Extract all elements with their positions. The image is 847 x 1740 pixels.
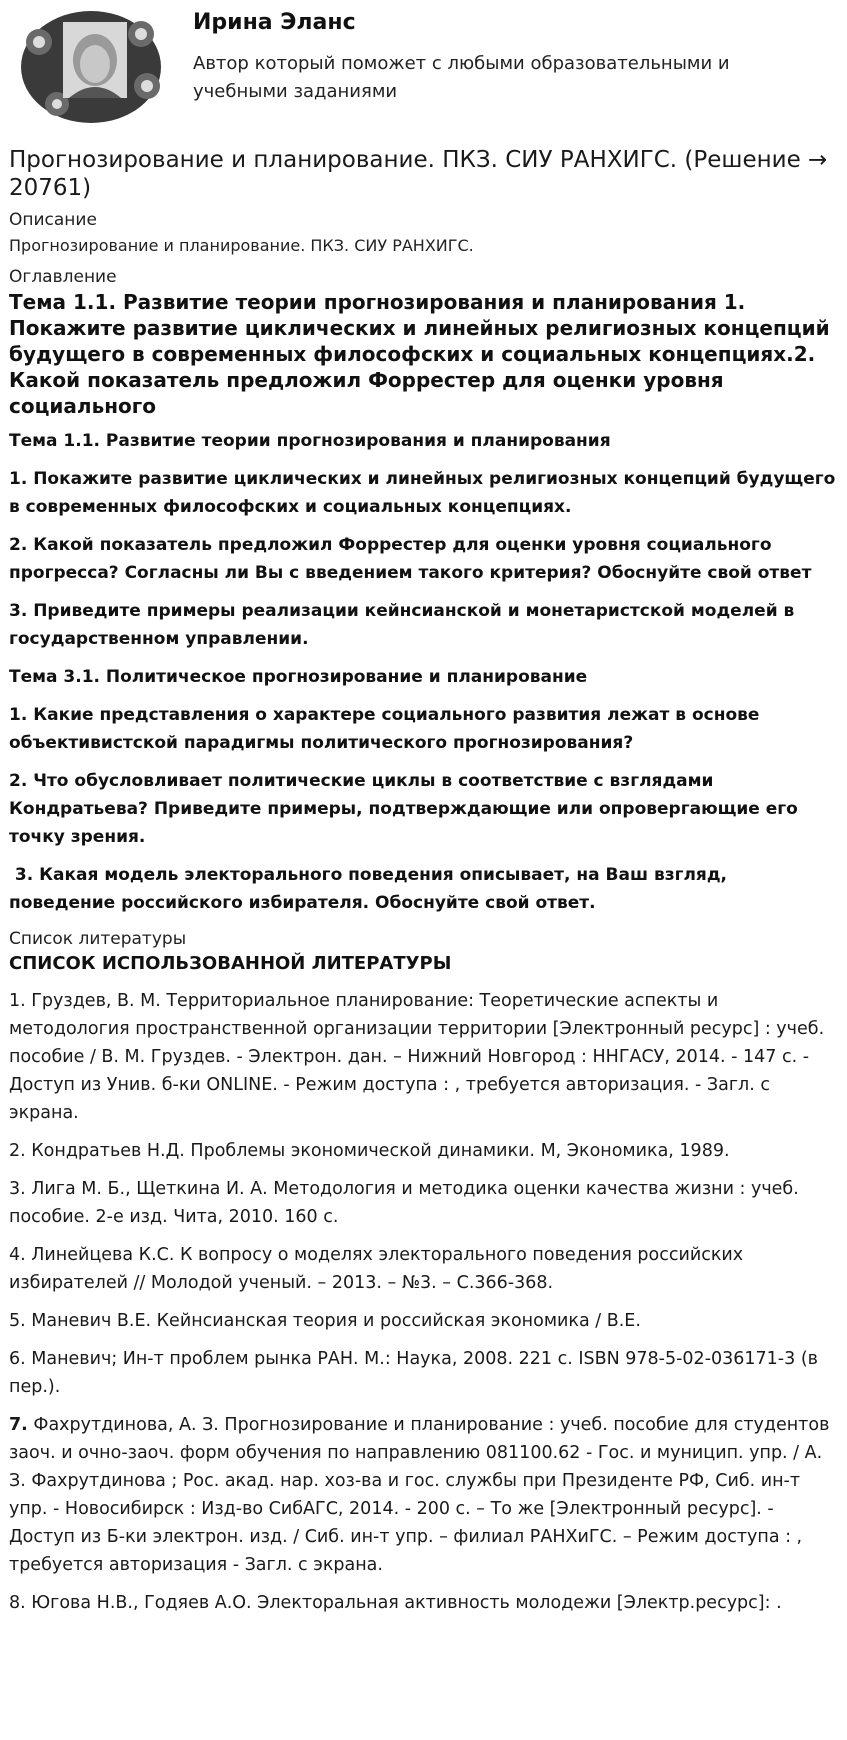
reference-item: 8. Югова Н.В., Годяев А.О. Электоральная активность молодежи [Электр.ресурс]: . [9, 1593, 782, 1613]
author-name[interactable]: Ирина Эланс [193, 10, 356, 35]
reference-item: 2. Кондратьев Н.Д. Проблемы экономической динамики. М, Экономика, 1989. [9, 1141, 730, 1161]
description-text: Прогнозирование и планирование. ПКЗ. СИУ РАНХИГС. [9, 236, 474, 255]
reference-item: 6. Маневич; Ин-т проблем рынка РАН. М.: Наука, 2008. 221 с. ISBN 978-5-02-036171-3 (в пер.). [9, 1349, 818, 1397]
toc-label: Оглавление [9, 267, 117, 287]
reference-item [9, 1411, 837, 1579]
toc-item: 3. Приведите примеры реализации кейнсианской и монетаристской моделей в государственном управлении. [9, 601, 795, 649]
document-title: Прогнозирование и планирование. ПКЗ. СИУ РАНХИГС. (Решение → 20761) [9, 147, 828, 201]
reference-item: 4. Линейцева К.С. К вопросу о моделях электорального поведения российских избирателей // Молодой ученый. – 2013. – №3. – С.366-368. [9, 1245, 744, 1293]
description-label: Описание [9, 210, 97, 230]
reference-item: 3. Лига М. Б., Щеткина И. А. Методология и методика оценки качества жизни : учеб. пособие. 2-е изд. Чита, 2010. 160 с. [9, 1179, 799, 1227]
author-description: Автор который поможет с любыми образовательными и учебными заданиями [193, 53, 730, 102]
author-avatar[interactable] [17, 8, 165, 126]
toc-item: 1. Покажите развитие циклических и линейных религиозных концепций будущего в современных философских и социальных концепциях. [9, 469, 836, 517]
toc-item: 1. Какие представления о характере социального развития лежат в основе объективистской парадигмы политического прогнозирования? [9, 705, 760, 753]
toc-item: 2. Что обусловливает политические циклы в соответствие с взглядами Кондратьева? Приведите примеры, подтверждающие или опровергающие его точку зрения. [9, 771, 798, 847]
literature-heading: СПИСОК ИСПОЛЬЗОВАННОЙ ЛИТЕРАТУРЫ [9, 953, 452, 974]
literature-label: Список литературы [9, 929, 187, 949]
toc-item: Тема 1.1. Развитие теории прогнозирования и планирования [9, 431, 611, 451]
author-card [9, 0, 837, 138]
reference-number: 7. [9, 1415, 28, 1435]
reference-item: 5. Маневич В.Е. Кейнсианская теория и российская экономика / В.Е. [9, 1311, 641, 1331]
toc-item: Тема 3.1. Политическое прогнозирование и планирование [9, 667, 588, 687]
reference-item: 1. Груздев, В. М. Территориальное планирование: Теоретические аспекты и методология пространственной организации территории [Электронный ресурс] : учеб. пособие / В. М. Груздев. - Электрон. дан. – Нижний Новгород : ННГАСУ, 2014. - 147 с. - Доступ из Унив. б-ки ONLINE. - Режим доступа : , требуется авторизация. - Загл. с экрана. [9, 991, 825, 1123]
toc-heading: Тема 1.1. Развитие теории прогнозирования и планирования 1. Покажите развитие циклических и линейных религиозных концепций будущего в современных философских и социальных концепциях.2. Какой показатель предложил Форрестер для оценки уровня социального [9, 290, 830, 418]
toc-item: 2. Какой показатель предложил Форрестер для оценки уровня социального прогресса? Согласны ли Вы с введением такого критерия? Обоснуйте свой ответ [9, 535, 812, 583]
reference-text: Фахрутдинова, А. З. Прогнозирование и планирование : учеб. пособие для студентов заоч. и очно-заоч. форм обучения по направлению 081100.62 - Гос. и муницип. упр. / А. З. Фахрутдинова ; Рос. акад. нар. хоз-ва и гос. службы при Президенте РФ, Сиб. ин-т упр. - Новосибирск : Изд-во СибАГС, 2014. - 200 с. – То же [Электронный ресурс]. - Доступ из Б-ки электрон. изд. / Сиб. ин-т упр. – филиал РАНХиГС. – Режим доступа : , требуется авторизация - Загл. с экрана. [9, 1415, 830, 1575]
toc-item: 3. Какая модель электорального поведения описывает, на Ваш взгляд, поведение российского избирателя. Обоснуйте свой ответ. [9, 865, 733, 913]
